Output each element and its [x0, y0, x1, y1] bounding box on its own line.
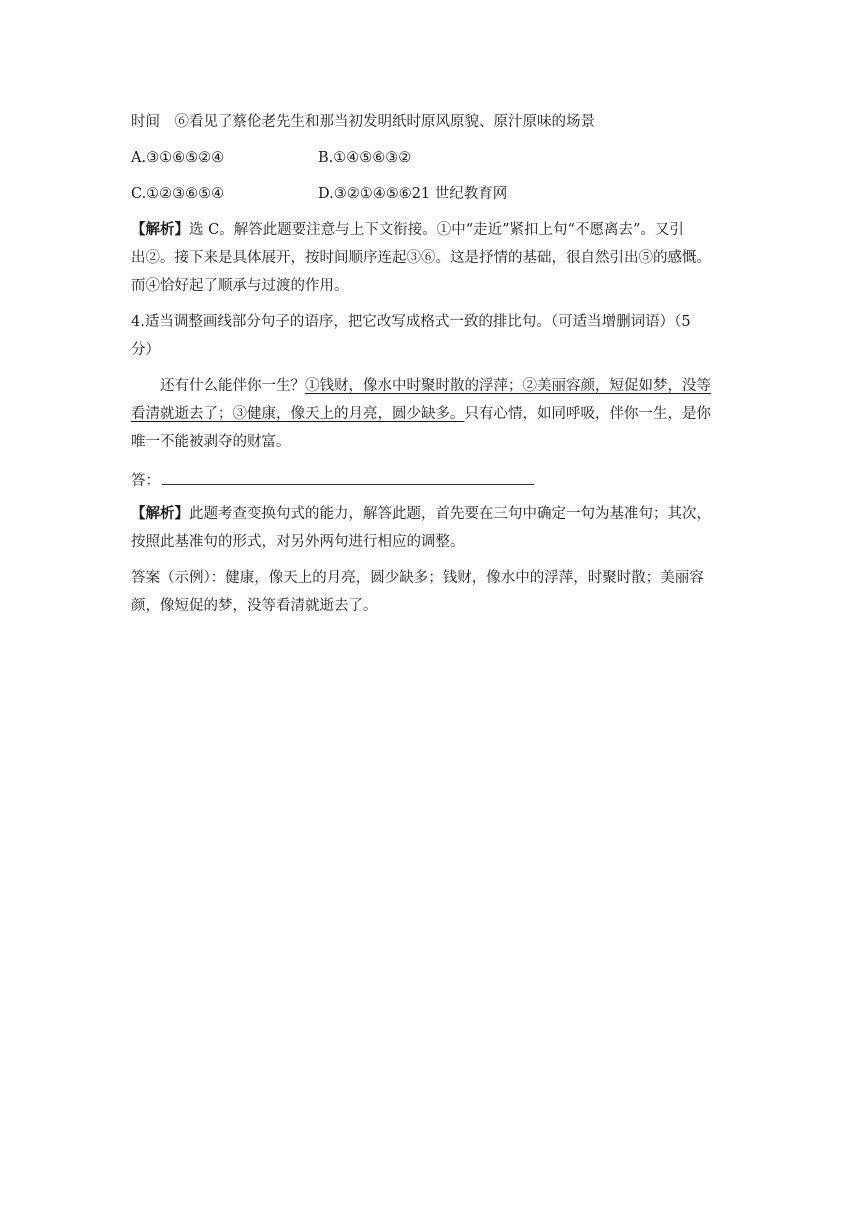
q4-passage-lead: 还有什么能伴你一生？ — [160, 378, 305, 394]
q4-sample-line-2: 颜，像短促的梦，没等看清就逝去了。 — [131, 598, 378, 614]
q3-analysis-line-3: 而④恰好起了顺承与过渡的作用。 — [131, 278, 349, 294]
q4-passage-line-2 — [131, 400, 733, 428]
q3-analysis-tag: 【解析】 — [131, 221, 189, 238]
q4-passage-line-1 — [131, 372, 733, 400]
q4-passage-line-3: 唯一不能被剥夺的财富。 — [131, 434, 291, 450]
q3-options-row-1 — [131, 144, 733, 172]
q3-option-d: D.③②①④⑤⑥21 世纪教育网 — [318, 186, 508, 202]
q3-analysis-text-1: 选 C。解答此题要注意与上下文衔接。①中“走近”紧扣上句“不愿离去”。又引 — [189, 222, 684, 238]
q4-analysis-text-1: 此题考查变换句式的能力，解答此题，首先要在三句中确定一句为基准句；其次， — [189, 506, 711, 522]
q4-analysis-tag: 【解析】 — [131, 505, 189, 522]
q3-option-a: A.③①⑥⑤②④ — [131, 150, 225, 166]
q4-prompt-line-2: 分） — [131, 342, 160, 358]
q3-line-tail: 时间 ⑥看见了蔡伦老先生和那当初发明纸时原风原貌、原汁原味的场景 — [131, 114, 595, 130]
q3-analysis-line-2: 出②。接下来是具体展开，按时间顺序连起③⑥。这是抒情的基础，很自然引出⑤的感慨。 — [131, 250, 711, 266]
q4-analysis-line-2: 按照此基准句的形式，对另外两句进行相应的调整。 — [131, 534, 465, 550]
q4-passage-underlined-1: ①钱财，像水中时聚时散的浮萍；②美丽容颜，短促如梦，没等 — [305, 378, 711, 394]
q4-sample-line-1: 答案（示例）：健康，像天上的月亮，圆少缺多；钱财，像水中的浮萍，时聚时散；美丽容 — [131, 570, 704, 586]
q4-passage-underlined-2: 看清就逝去了；③健康，像天上的月亮，圆少缺多。 — [131, 406, 465, 422]
q3-options-row-2 — [131, 180, 733, 208]
q4-passage-tail: 只有心情，如同呼吸，伴你一生，是你 — [464, 406, 711, 422]
document-page — [131, 108, 733, 620]
q3-option-b: B.①④⑤⑥③② — [318, 150, 412, 166]
q3-option-c: C.①②③⑥⑤④ — [131, 186, 225, 202]
q4-answer-blank[interactable] — [162, 464, 534, 485]
q4-answer-line — [131, 464, 733, 492]
q4-answer-label: 答： — [131, 473, 160, 489]
q3-analysis-line-1 — [131, 216, 733, 244]
q4-analysis-line-1 — [131, 500, 733, 528]
q4-prompt-line-1: 4.适当调整画线部分句子的语序，把它改写成格式一致的排比句。（可适当增删词语）（5 — [131, 314, 691, 330]
